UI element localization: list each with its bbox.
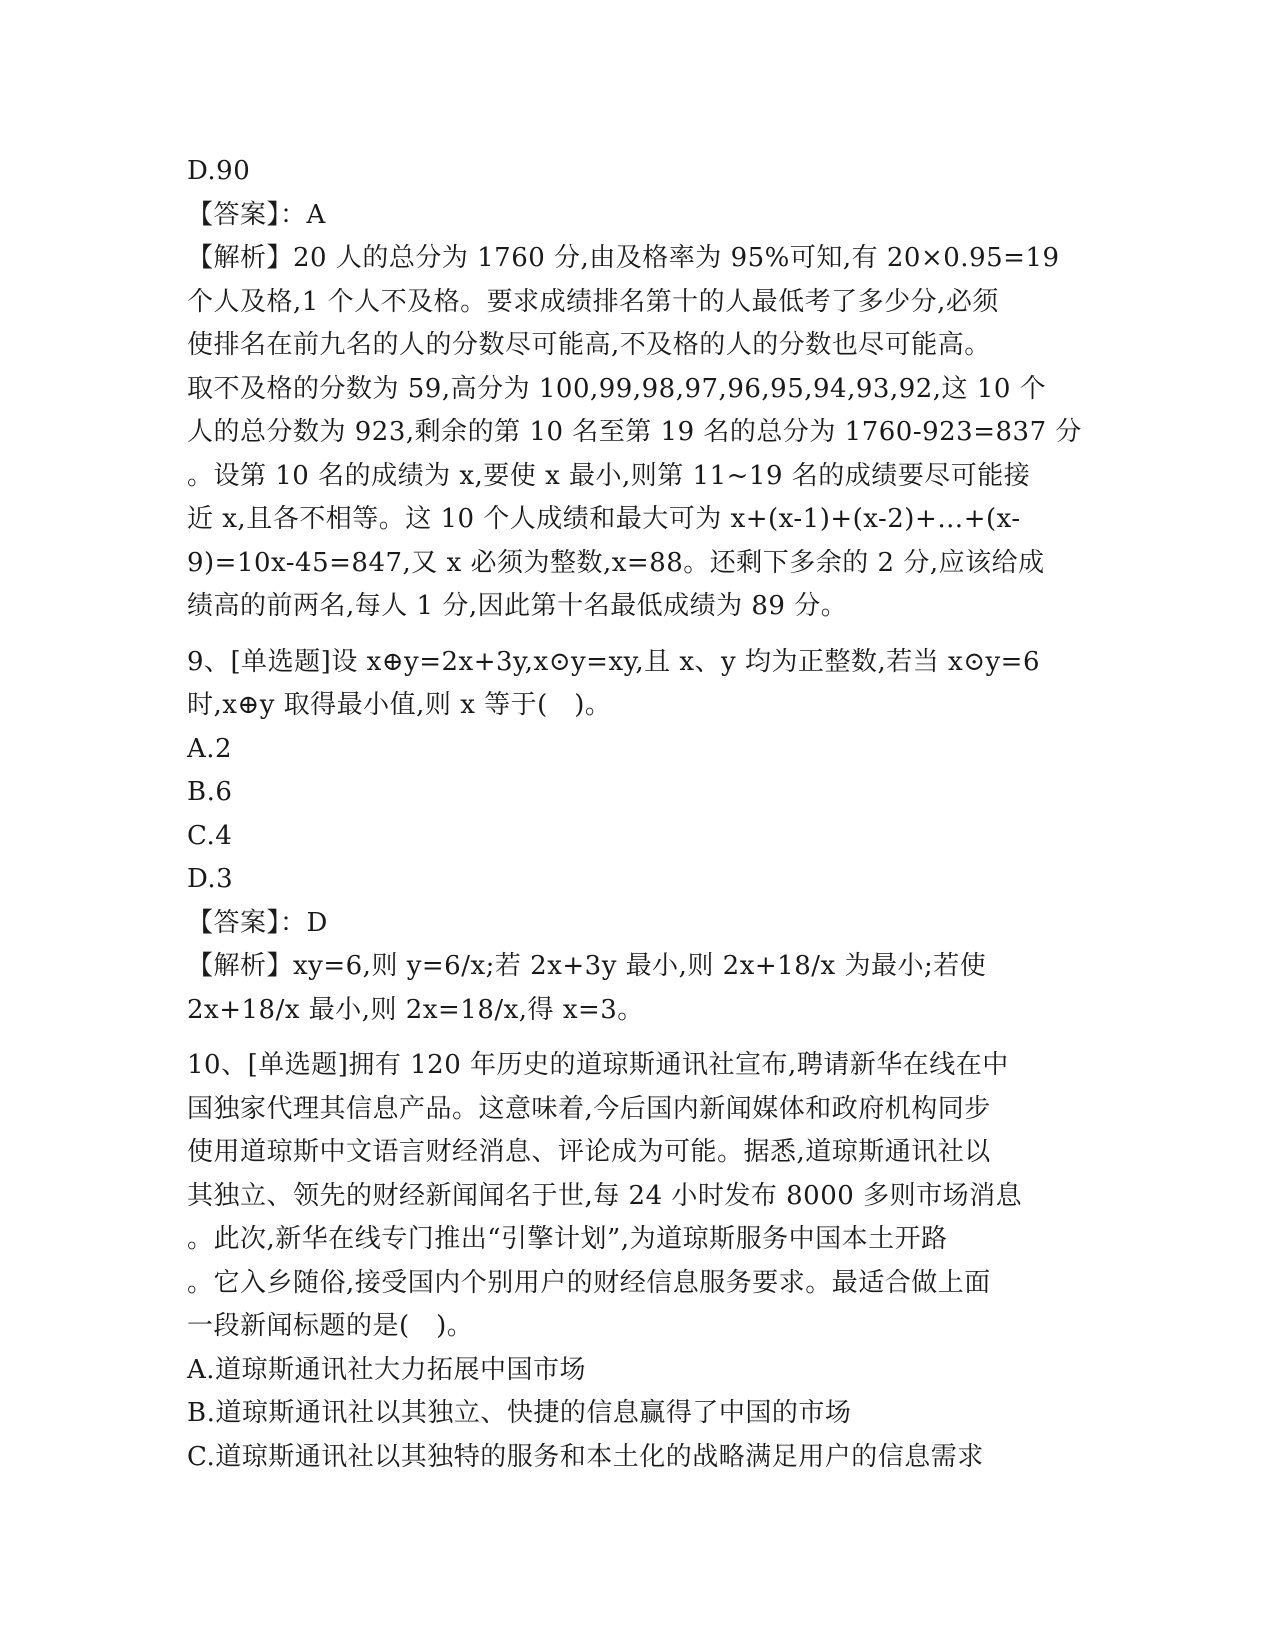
q9-analysis: [187, 945, 1087, 1032]
q8-analysis-line: 近 x,且各不相等。这 10 个人成绩和最大可为 x+(x-1)+(x-2)+…+(x-: [187, 504, 1021, 534]
q8-analysis-line: 取不及格的分数为 59,高分为 100,99,98,97,96,95,94,93,92,这 10 个: [187, 373, 1047, 404]
q9-option-c: C.4: [187, 820, 233, 851]
q10-option-a: A.道琼斯通讯社大力拓展中国市场: [187, 1354, 587, 1385]
q8-analysis-line: 个人及格,1 个人不及格。要求成绩排名第十的人最低考了多少分,必须: [187, 286, 999, 317]
q10-stem-line: 。此次,新华在线专门推出“引擎计划”,为道琼斯服务中国本土开路: [187, 1224, 948, 1254]
q8-analysis: [187, 237, 1087, 629]
q8-analysis-line: 【解析】20 人的总分为 1760 分,由及格率为 95%可知,有 20×0.95=19: [187, 243, 1060, 273]
q8-analysis-line: 人的总分数为 923,剩余的第 10 名至第 19 名的总分为 1760-923=837 分: [187, 417, 1082, 447]
q9-option-d: D.3: [187, 864, 234, 894]
q9-stem: [187, 641, 1087, 728]
q10-stem-line: 使用道琼斯中文语言财经消息、评论成为可能。据悉,道琼斯通讯社以: [187, 1137, 991, 1167]
paragraph-gap: [187, 629, 1087, 641]
q10-stem-line: 其独立、领先的财经新闻闻名于世,每 24 小时发布 8000 多则市场消息: [187, 1180, 1023, 1211]
q9-stem-line: 时,x⊕y 取得最小值,则 x 等于( )。: [187, 690, 612, 720]
q8-answer: 【答案】：A: [187, 199, 326, 230]
paragraph-gap: [187, 1032, 1087, 1044]
page-content: [187, 150, 1087, 1479]
q10-stem-line: 一段新闻标题的是( )。: [187, 1311, 474, 1341]
q9-analysis-line: 2x+18/x 最小,则 2x=18/x,得 x=3。: [187, 994, 644, 1025]
q9-stem-line: 9、[单选题]设 x⊕y=2x+3y,x⊙y=xy,且 x、y 均为正整数,若当 x⊙y=6: [187, 646, 1041, 677]
q8-analysis-line: 绩高的前两名,每人 1 分,因此第十名最低成绩为 89 分。: [187, 591, 848, 621]
q10-stem-line: 。它入乡随俗,接受国内个别用户的财经信息服务要求。最适合做上面: [187, 1267, 991, 1298]
q10-stem: [187, 1044, 1087, 1349]
q10-stem-line: 国独家代理其信息产品。这意味着,今后国内新闻媒体和政府机构同步: [187, 1093, 991, 1124]
q8-analysis-line: 。设第 10 名的成绩为 x,要使 x 最小,则第 11~19 名的成绩要尽可能接: [187, 460, 1031, 491]
q9-analysis-line: 【解析】xy=6,则 y=6/x;若 2x+3y 最小,则 2x+18/x 为最小;若使: [187, 951, 987, 981]
q9-answer: 【答案】：D: [187, 907, 328, 938]
q8-analysis-line: 使排名在前九名的人的分数尽可能高,不及格的人的分数也尽可能高。: [187, 330, 991, 360]
q9-option-a: A.2: [187, 733, 233, 764]
q10-option-b: B.道琼斯通讯社以其独立、快捷的信息赢得了中国的市场: [187, 1398, 852, 1428]
q8-option-d: D.90: [187, 156, 251, 186]
q9-option-b: B.6: [187, 777, 233, 807]
q10-stem-line: 10、[单选题]拥有 120 年历史的道琼斯通讯社宣布,聘请新华在线在中: [187, 1050, 1009, 1080]
q10-option-c: C.道琼斯通讯社以其独特的服务和本土化的战略满足用户的信息需求: [187, 1441, 984, 1472]
q8-analysis-line: 9)=10x-45=847,又 x 必须为整数,x=88。还剩下多余的 2 分,应该给成: [187, 547, 1045, 578]
